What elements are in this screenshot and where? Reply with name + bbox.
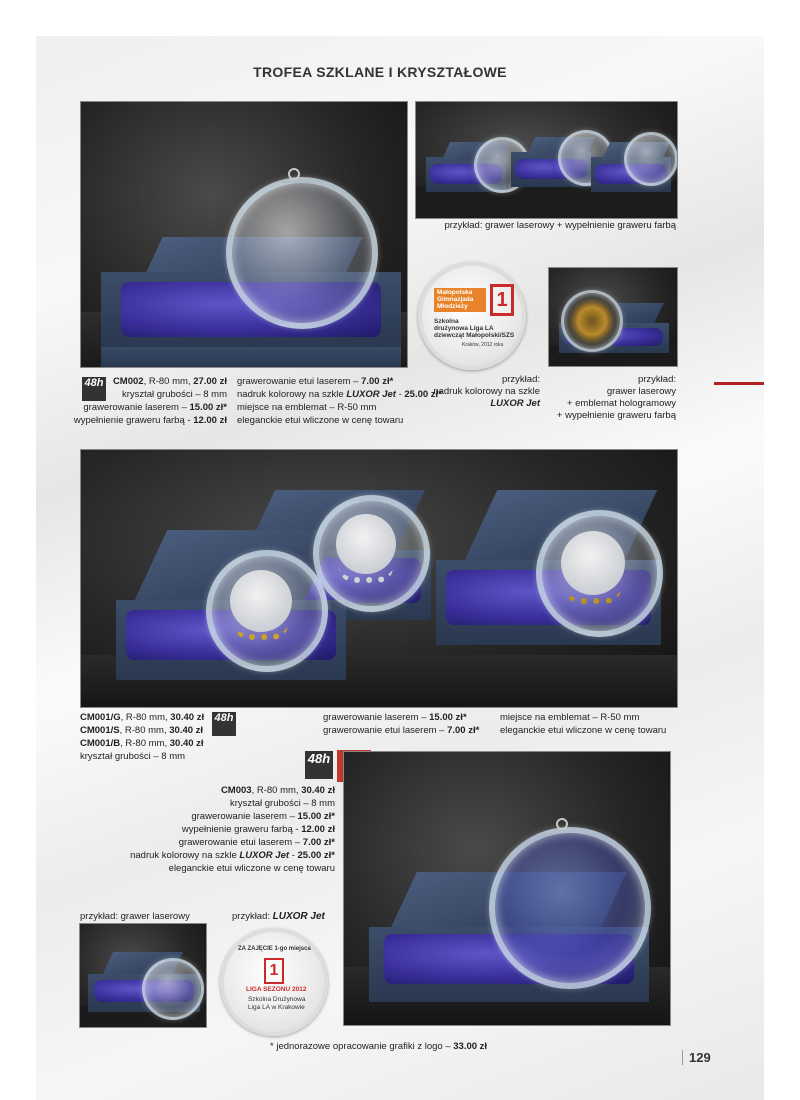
medal-sample-cm003 (220, 928, 328, 1036)
medal-text-7: Kraków, 2012 roku (462, 342, 504, 348)
section-marker-line (714, 382, 764, 385)
medal-text-5: drużynowa Liga LA (434, 325, 494, 332)
spec-cm003-1: CM003, R-80 mm, 30.40 zł (220, 785, 335, 796)
medal-text-4: Szkolna (434, 318, 459, 325)
medal-text-1: Małopolska (437, 289, 473, 296)
caption-right-3: + emblemat hologramowy (566, 398, 676, 409)
medal2-text-4: Liga LA w Krakowie (248, 1004, 305, 1011)
product-photo-hologram (548, 267, 678, 367)
medal2-number: 1 (264, 958, 284, 984)
footnote-graphics: * jednorazowe opracowanie grafiki z logo – 33.00 zł (270, 1041, 488, 1052)
medal-text-2: Gimnazjada (437, 296, 474, 303)
spec-cm001-mid-2: grawerowanie etui laserem – 7.00 zł* (323, 725, 480, 736)
product-photo-cm001 (80, 449, 678, 708)
medal-number: 1 (490, 284, 514, 316)
spec-cm003-3: grawerowanie laserem – 15.00 zł* (191, 811, 335, 822)
medal-sample-luxor (418, 262, 526, 370)
spec-cm002-right-2: nadruk kolorowy na szkle LUXOR Jet - 25.00 zł* (237, 389, 442, 400)
product-photo-cm003 (343, 751, 671, 1026)
caption-top-right: przykład: grawer laserowy + wypełnienie graweru farbą (444, 220, 676, 231)
product-photo-cm002-examples (415, 101, 678, 219)
spec-cm003-6: nadruk kolorowy na szkle LUXOR Jet - 25.00 zł* (130, 850, 335, 861)
spec-cm002-right-1: grawerowanie etui laserem – 7.00 zł* (237, 376, 394, 387)
spec-cm002-left-1: CM002, R-80 mm, 27.00 zł (112, 376, 227, 387)
spec-cm001-mid-1: grawerowanie laserem – 15.00 zł* (323, 712, 467, 723)
spec-cm003-4: wypełnienie graweru farbą - 12.00 zł (181, 824, 335, 835)
spec-cm001-right-2: eleganckie etui wliczone w cenę towaru (500, 725, 667, 736)
caption-cm003-laser: przykład: grawer laserowy (80, 911, 190, 922)
caption-mid-1: przykład: (501, 374, 540, 385)
product-photo-cm003-laser (79, 923, 207, 1028)
medal2-text-2: LIGA SEZONU 2012 (246, 986, 307, 993)
medal2-text-1: ZA ZAJĘCIE 1-go miejsca (238, 946, 311, 952)
spec-cm002-left-3: grawerowanie laserem – 15.00 zł* (83, 402, 227, 413)
page-title: TROFEA SZKLANE I KRYSZTAŁOWE (253, 64, 507, 80)
spec-cm002-left-4: wypełnienie graweru farbą - 12.00 zł (73, 415, 227, 426)
page-number: 129 (682, 1050, 711, 1065)
spec-cm002-right-4: eleganckie etui wliczone w cenę towaru (237, 415, 404, 426)
caption-cm003-luxor: przykład: LUXOR Jet (232, 911, 325, 922)
caption-mid-3: LUXOR Jet (490, 398, 540, 409)
product-photo-cm002 (80, 101, 408, 368)
badge-48h-3: 48h (305, 751, 333, 779)
badge-48h-1: 48h (82, 377, 106, 401)
medal2-text-3: Szkolna Drużynowa (248, 996, 306, 1003)
spec-cm001-g: CM001/G, R-80 mm, 30.40 zł (80, 712, 205, 723)
spec-cm003-2: kryształ grubości – 8 mm (229, 798, 335, 809)
medal-text-3: Młodzieży (437, 303, 468, 310)
spec-cm001-b: CM001/B, R-80 mm, 30.40 zł (80, 738, 204, 749)
caption-right-4: + wypełnienie graweru farbą (556, 410, 676, 421)
badge-48h-2: 48h (212, 712, 236, 736)
spec-cm002-right-3: miejsce na emblemat – R-50 mm (237, 402, 377, 413)
caption-right-2: grawer laserowy (606, 386, 676, 397)
spec-cm001-thickness: kryształ grubości – 8 mm (80, 751, 186, 762)
spec-cm001-right-1: miejsce na emblemat – R-50 mm (500, 712, 640, 723)
caption-right-1: przykład: (637, 374, 676, 385)
medal-text-6: dziewcząt Małopolski/SZS (434, 332, 515, 339)
caption-mid-2: nadruk kolorowy na szkle (433, 386, 540, 397)
spec-cm003-7: eleganckie etui wliczone w cenę towaru (168, 863, 335, 874)
spec-cm003-5: grawerowanie etui laserem – 7.00 zł* (178, 837, 335, 848)
spec-cm001-s: CM001/S, R-80 mm, 30.40 zł (80, 725, 204, 736)
spec-cm002-left-2: kryształ grubości – 8 mm (121, 389, 227, 400)
